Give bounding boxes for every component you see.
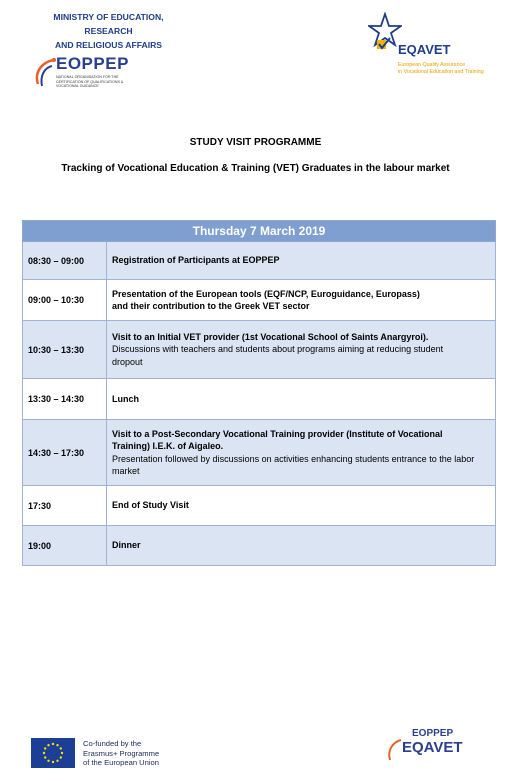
table-row <box>23 321 496 379</box>
schedule-day: Thursday 7 March 2019 <box>23 221 496 242</box>
eoppep-logo <box>32 54 152 92</box>
row-time: 10:30 – 13:30 <box>23 321 107 379</box>
table-row <box>23 379 496 420</box>
eqavet-name: EQAVET <box>398 42 451 57</box>
row-line-2: Training) I.E.K. of Aigaleo. <box>112 441 224 451</box>
eqavet-subtitle-line-1: European Quality Assurance <box>398 62 466 68</box>
ministry-name <box>31 10 186 52</box>
row-line-1: Presentation of the European tools (EQF/NCP, Euroguidance, Europass) <box>112 288 420 299</box>
row-line-1: End of Study Visit <box>112 500 189 511</box>
row-line-1: Registration of Participants at EOPPEP <box>112 255 280 266</box>
row-time: 14:30 – 17:30 <box>23 420 107 486</box>
row-line-1: Visit to a Post-Secondary Vocational Training provider (Institute of Vocational <box>112 428 443 439</box>
eoppep-swoosh-icon <box>32 56 58 90</box>
row-line-1: Visit to an Initial VET provider (1st Vocational School of Saints Anargyroi). <box>112 331 429 342</box>
eu-flag-icon <box>31 738 75 768</box>
row-line-3: Presentation followed by discussions on activities enhancing students entrance to the labor market <box>112 453 475 476</box>
row-time: 17:30 <box>23 486 107 526</box>
table-row <box>23 526 496 566</box>
row-line-2: and their contribution to the Greek VET sector <box>112 301 310 311</box>
eu-line-1: Co-funded by the <box>83 739 142 748</box>
schedule-header-row <box>23 221 496 242</box>
row-time: 08:30 – 09:00 <box>23 242 107 280</box>
table-row <box>23 242 496 280</box>
eu-cofunded-logo <box>31 738 181 770</box>
row-description <box>107 526 496 566</box>
row-line-1: Dinner <box>112 540 141 551</box>
row-description <box>107 379 496 420</box>
row-time: 09:00 – 10:30 <box>23 280 107 321</box>
row-line-1: Lunch <box>112 393 139 404</box>
row-description <box>107 242 496 280</box>
table-row <box>23 420 496 486</box>
eu-line-3: of the European Union <box>83 758 159 767</box>
row-description <box>107 420 496 486</box>
table-row <box>23 280 496 321</box>
row-line-3: dropout <box>112 356 143 367</box>
ministry-line-1: MINISTRY OF EDUCATION, RESEARCH <box>53 12 164 36</box>
eqavet-subtitle <box>398 62 498 76</box>
star-check-icon <box>368 12 402 56</box>
schedule-table <box>22 220 496 566</box>
eu-cofunded-text <box>83 739 193 768</box>
programme-title: STUDY VISIT PROGRAMME <box>189 137 322 148</box>
eoppep-name: EOPPEP <box>56 54 129 73</box>
eqavet-logo <box>368 12 498 82</box>
eu-line-2: Erasmus+ Programme <box>83 748 160 758</box>
ministry-line-2: AND RELIGIOUS AFFAIRS <box>54 40 163 50</box>
row-time: 13:30 – 14:30 <box>23 379 107 420</box>
eqavet-subtitle-line-2: in Vocational Education and Training <box>398 69 484 75</box>
table-row <box>23 486 496 526</box>
footer-eqavet-text: EQAVET <box>402 739 463 756</box>
row-description <box>107 486 496 526</box>
eoppep-subtitle: NATIONAL ORGANISATION FOR THE CERTIFICATION OF QUALIFICATIONS & VOCATIONAL GUIDANCE <box>56 75 124 88</box>
footer-eoppep-text: EOPPEP <box>412 728 454 739</box>
row-description <box>107 280 496 321</box>
programme-subtitle: Tracking of Vocational Education & Training (VET) Graduates in the labour market <box>61 163 450 174</box>
row-description <box>107 321 496 379</box>
row-time: 19:00 <box>23 526 107 566</box>
footer-eoppep-eqavet-logo <box>386 728 486 768</box>
row-line-2: Discussions with teachers and students about programs aiming at reducing student <box>112 344 444 355</box>
